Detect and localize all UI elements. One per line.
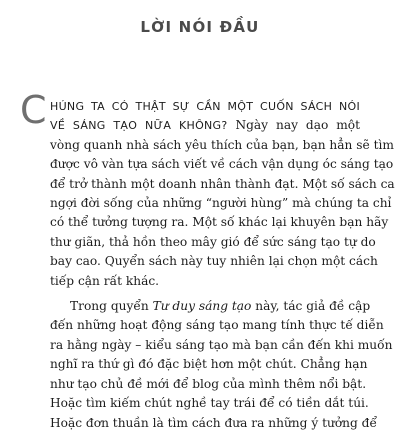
paragraph-line: như tạo chủ đề mới để blog của mình thêm nổi bật. <box>50 376 367 391</box>
small-caps-text: VỀ SÁNG TẠO NỮA KHÔNG? <box>50 119 228 133</box>
paragraph-line <box>50 297 371 316</box>
small-caps-text: HÚNG TA CÓ THẬT SỰ CẦN MỘT CUỐN SÁCH NÓI <box>50 100 360 113</box>
paragraph-line: Hoặc tìm kiếm chút nghề tay trái để có tiền dắt túi. <box>50 396 369 411</box>
text-run: Ngày nay dạo một <box>227 118 361 133</box>
paragraph-1 <box>20 88 395 291</box>
paragraph-line: để trở thành một doanh nhân thành đạt. Một số sách ca <box>50 176 395 191</box>
text-run: này, tác giả đề cập <box>251 299 371 314</box>
paragraph-line: có thể tưởng tượng ra. Một số khác lại khuyên bạn hãy <box>50 215 389 230</box>
paragraph-line: đến những hoạt động sáng tạo mang tính thực tế diễn <box>50 318 384 333</box>
paragraph-line: nghĩ ra thứ gì đó đặc biệt hơn một chút. Chẳng hạn <box>50 357 368 372</box>
paragraph-line: bay cao. Quyển sách này tuy nhiên lại chọn một cách <box>50 254 378 269</box>
paragraph-line: được vô vàn tựa sách viết về cách vận dụng óc sáng tạo <box>50 157 394 172</box>
paragraph-line: ra hằng ngày – kiểu sáng tạo mà bạn cần đến khi muốn <box>50 337 393 352</box>
paragraph-line <box>50 116 360 135</box>
drop-cap: C <box>20 88 47 132</box>
paragraph-line: Hoặc đơn thuần là tìm cách đưa ra những ý tưởng để <box>50 415 377 430</box>
body-text <box>20 88 395 433</box>
paragraph-line: tiếp cận rất khác. <box>50 273 160 288</box>
text-run: Trong quyển <box>70 299 153 314</box>
page-title: LỜI NÓI ĐẦU <box>140 18 260 36</box>
paragraph-line: vòng quanh nhà sách yêu thích của bạn, bạn hẳn sẽ tìm <box>50 137 394 152</box>
book-title-italic: Tư duy sáng tạo <box>152 299 252 314</box>
paragraph-line: ngợi đời sống của những “người hùng” mà chúng ta chỉ <box>50 196 392 211</box>
paragraph-line: thư giãn, thả hồn theo mây gió để sức sáng tạo tự do <box>50 234 376 249</box>
paragraph-2 <box>50 297 393 433</box>
